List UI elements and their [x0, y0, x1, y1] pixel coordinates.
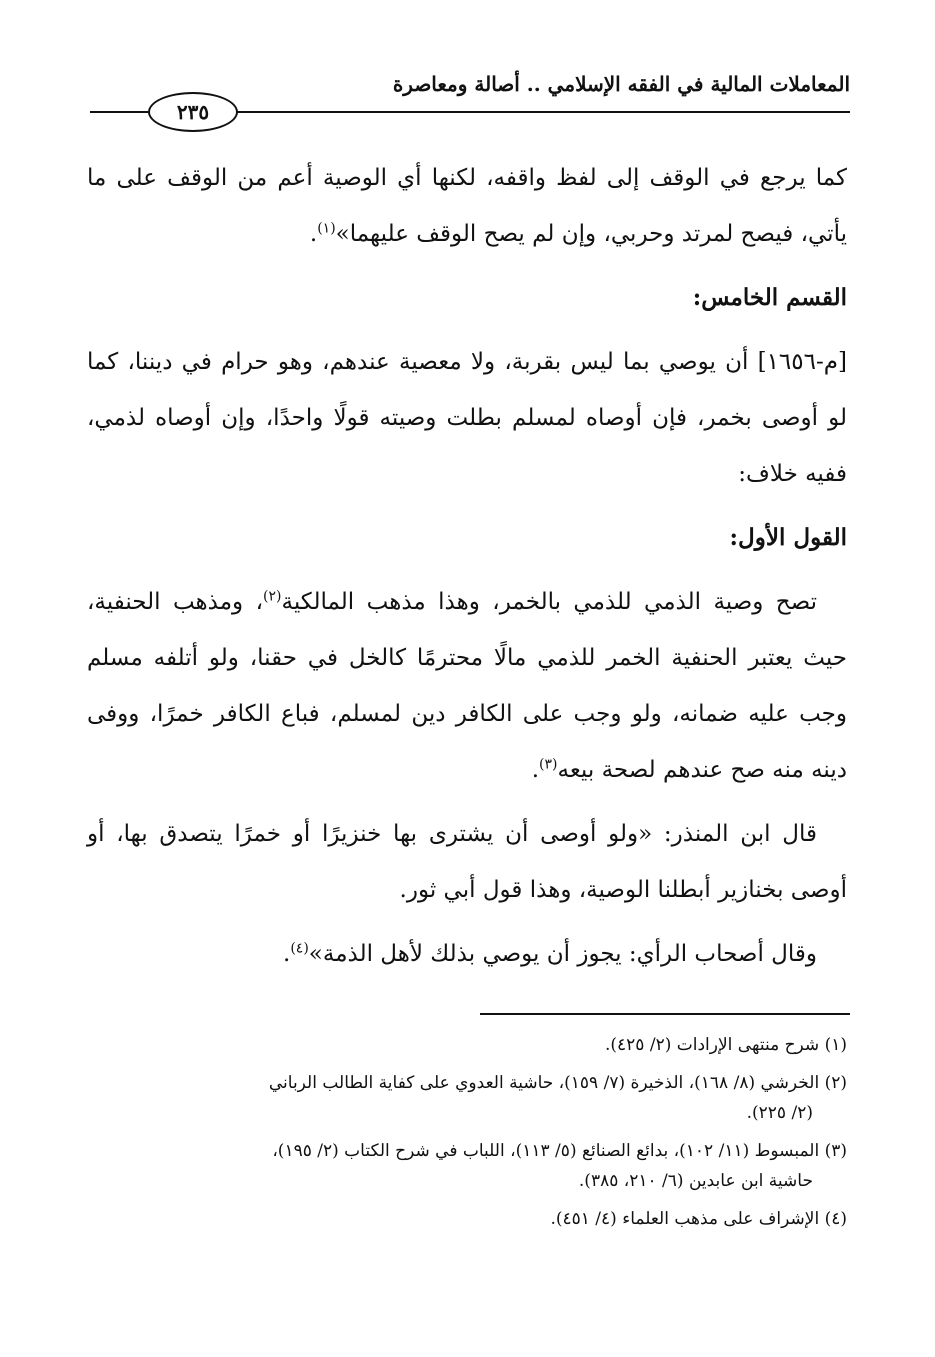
section-heading-first-opinion: القول الأول:	[729, 524, 847, 551]
paragraph-3-part-a: تصح وصية الذمي للذمي بالخمر، وهذا مذهب المالكية	[281, 589, 817, 615]
footnote-line: (٢) الخرشي (٨/ ١٦٨)، الذخيرة (٧/ ١٥٩)، حاشية العدوي على كفاية الطالب الرباني	[268, 1073, 847, 1093]
paragraph-5-end: .	[283, 941, 291, 967]
paragraph-2: [م-١٦٥٦] أن يوصي بما ليس بقربة، ولا معصية عندهم، وهو حرام في ديننا، كما لو أوصى بخمر، فإن أوصاه لمسلم بطلت وصيته قولًا واحدًا، وإن أوصاه لذمي، ففيه خلاف:	[87, 349, 847, 487]
footnote-3	[87, 1136, 847, 1196]
paragraph-1-text: كما يرجع في الوقف إلى لفظ واقفه، لكنها أي الوصية أعم من الوقف على ما يأتي، فيصح لمرتد وحربي، وإن لم يصح الوقف عليهما»	[87, 165, 847, 247]
running-title: المعاملات المالية في الفقه الإسلامي .. أصالة ومعاصرة	[392, 72, 850, 96]
paragraph-3	[87, 574, 847, 798]
footnote-line: (٤) الإشراف على مذهب العلماء (٤/ ٤٥١).	[550, 1209, 847, 1229]
paragraph-5-text: وقال أصحاب الرأي: يجوز أن يوصي بذلك لأهل الذمة»	[308, 941, 817, 967]
footnote-line: (١) شرح منتهى الإرادات (٢/ ٤٢٥).	[604, 1035, 847, 1055]
footnote-ref-1: (١)	[317, 220, 336, 237]
page-number: ٢٣٥	[148, 92, 238, 132]
paragraph-5	[87, 926, 847, 982]
paragraph-1	[87, 150, 847, 262]
footnote-ref-2: (٢)	[263, 588, 282, 605]
paragraph-3-part-b: ، ومذهب الحنفية، حيث يعتبر الحنفية الخمر للذمي مالًا محترمًا كالخل في حقنا، ولو أتلفه مسلم وجب عليه ضمانه، ولو وجب على الكافر دين لمسلم، فباع الكافر خمرًا، ووفى دينه منه صح عندهم لصحة بيعه	[87, 589, 847, 783]
footnote-4	[87, 1204, 847, 1234]
footnote-rule	[480, 1013, 850, 1015]
footnote-line: (٣) المبسوط (١١/ ١٠٢)، بدائع الصنائع (٥/ ١١٣)، اللباب في شرح الكتاب (٢/ ١٩٥)،	[272, 1141, 847, 1161]
footnote-1	[87, 1030, 847, 1060]
footnote-line-continued: (٢/ ٢٢٥).	[746, 1103, 813, 1123]
section-heading-fifth: القسم الخامس:	[692, 284, 847, 311]
footnote-line-continued: حاشية ابن عابدين (٦/ ٢١٠، ٣٨٥).	[578, 1171, 813, 1191]
footnote-2	[87, 1068, 847, 1128]
paragraph-1-end: .	[309, 221, 318, 247]
paragraph-4: قال ابن المنذر: «ولو أوصى أن يشترى بها خنزيرًا أو خمرًا يتصدق بها، أو أوصى بخنازير أبطلنا الوصية، وهذا قول أبي ثور.	[87, 821, 847, 903]
footnotes	[87, 1030, 847, 1242]
footnote-ref-4: (٤)	[290, 940, 309, 957]
body-text	[87, 150, 847, 982]
footnote-ref-3: (٣)	[539, 756, 558, 773]
paragraph-3-end: .	[531, 757, 540, 783]
